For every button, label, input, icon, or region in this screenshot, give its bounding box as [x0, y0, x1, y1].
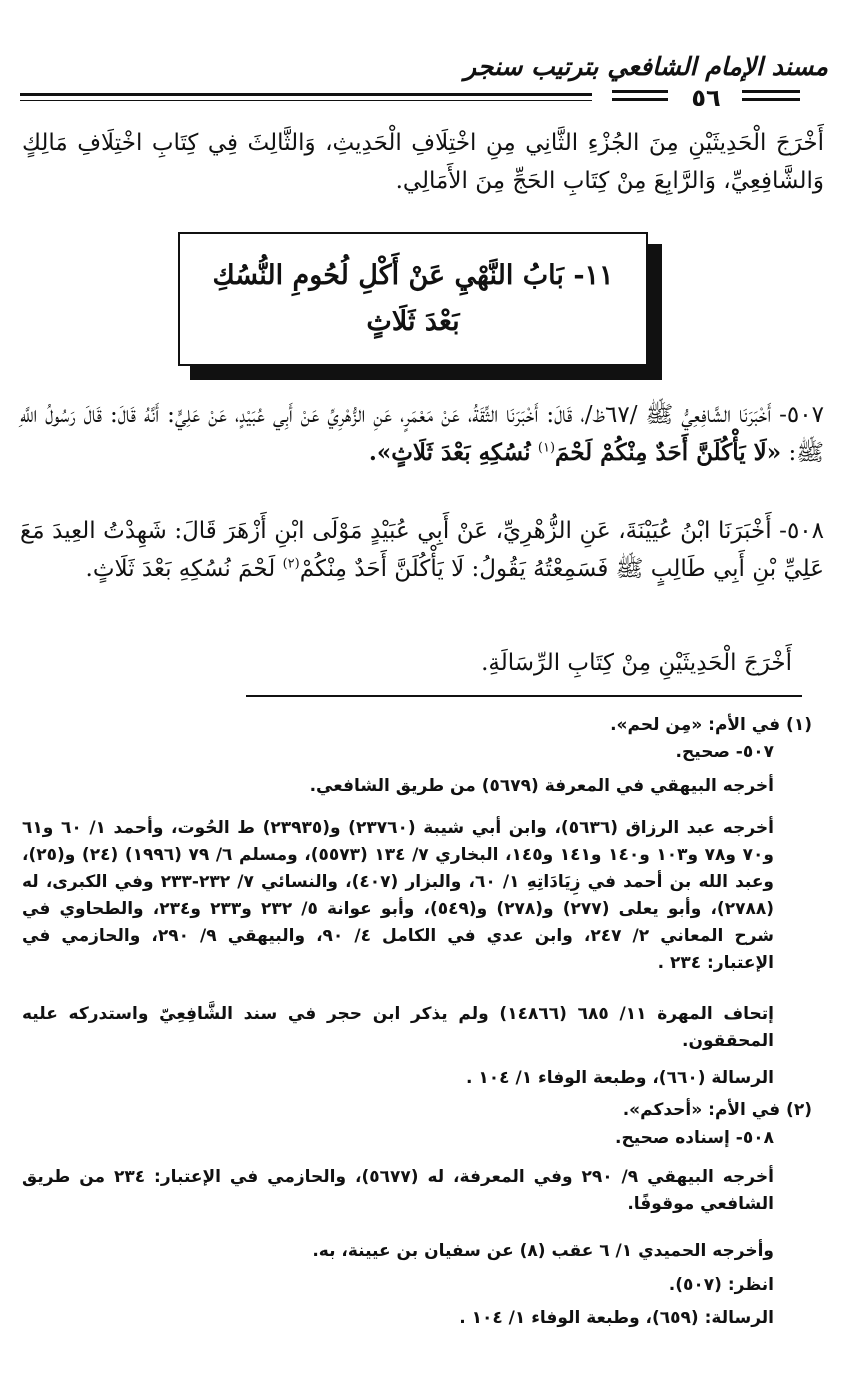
footnote-508-source: أخرجه البيهقي ٩/ ٢٩٠ وفي المعرفة، له (٥٦٧٧)، والحازمي في الإعتبار: ٢٣٤ من طريق الشافعي موقوفًا. [22, 1167, 774, 1214]
hadith-507-quote: «لَا يَأْكُلَنَّ أَحَدٌ مِنْكُمْ لَحْمَ [555, 439, 782, 466]
closing-paragraph: أَخْرَجَ الْحَدِيثَيْنِ مِنْ كِتَابِ الرِّسَالَةِ. [481, 650, 792, 676]
footnote-508-grade: ٥٠٨- إسناده صحيح. [615, 1128, 774, 1148]
chapter-heading-box [178, 232, 648, 366]
footnote-2: (٢) في الأم: «أحدكم». [622, 1100, 812, 1120]
hadith-507-chain: ٥٠٧- أَخْبَرَنَا الشَّافِعِيُّ ﷺ /٦٧ظ/، قَالَ: أَخْبَرَنَا الثِّقَةُ، عَنْ مَعْمَرٍ، عَنِ الزُّهْرِيِّ عَنْ أَبِي عُبَيْدٍ، عَنْ عَلِيٍّ: أَنَّهُ قَالَ: قَالَ رَسُولُ اللَّهِ ﷺ: [20, 402, 824, 466]
header-rule [20, 93, 592, 96]
footnote-508-risala: الرسالة: (٦٥٩)، وطبعة الوفاء ١/ ١٠٤ . [459, 1308, 774, 1328]
hadith-508-text: ٥٠٨- أَخْبَرَنَا ابْنُ عُيَيْنَةَ، عَنِ الزُّهْرِيِّ، عَنْ أَبِي عُبَيْدٍ مَوْلَى ابْنِ أَزْهَرَ قَالَ: شَهِدْتُ العِيدَ مَعَ عَلِيِّ بْنِ أَبِي طَالِبٍ ﷺ فَسَمِعْتُهُ يَقُولُ: لَا يَأْكُلَنَّ أَحَدٌ مِنْكُمْ [20, 518, 824, 582]
footnote-507-grade: ٥٠٧- صحيح. [675, 742, 774, 762]
footnote-507-ithaf: إتحاف المهرة ١١/ ٦٨٥ (١٤٨٦٦) ولم يذكر ابن حجر في سند الشَّافِعِيّ واستدركه عليه المحققون. [22, 1004, 774, 1051]
footnote-507-source: أخرجه البيهقي في المعرفة (٥٦٧٩) من طريق الشافعي. [309, 776, 774, 796]
page-number: ٥٦ [691, 84, 721, 112]
page-number-bar [612, 90, 668, 93]
footnote-separator [246, 695, 802, 697]
header-rule-thin [20, 100, 592, 101]
hadith-508-text-end: لَحْمَ نُسُكِهِ بَعْدَ ثَلَاثٍ. [85, 556, 276, 582]
footnote-ref-2: (٢) [282, 556, 300, 572]
chapter-title-line2: بَعْدَ ثَلَاثٍ [366, 306, 460, 337]
footnote-507-risala: الرسالة (٦٦٠)، وطبعة الوفاء ١/ ١٠٤ . [466, 1068, 774, 1088]
footnote-ref-1: (١) [537, 440, 556, 456]
hadith-508 [20, 512, 824, 588]
chapter-title-line1: ١١- بَابُ النَّهْيِ عَنْ أَكْلِ لُحُومِ النُّسُكِ [212, 260, 614, 291]
chapter-title [198, 253, 628, 345]
intro-paragraph: أَخْرَجَ الْحَدِيثَيْنِ مِنَ الجُزْءِ الثَّانِي مِنِ اخْتِلَافِ الْحَدِيثِ، وَالثَّالِثَ فِي كِتَابِ اخْتِلَافِ مَالِكٍ وَالشَّافِعِيِّ، وَالرَّابِعَ مِنْ كِتَابِ الحَجِّ مِنَ الأَمَالِي. [22, 130, 824, 194]
page-number-bar [612, 98, 668, 101]
hadith-507 [20, 396, 824, 472]
page-number-bar [742, 90, 800, 93]
footnote-508-see: انظر: (٥٠٧). [668, 1275, 774, 1295]
footnote-508-humaydi: وأخرجه الحميدي ١/ ٦ عقب (٨) عن سفيان بن عيينة، به. [312, 1241, 774, 1261]
hadith-507-quote-end: نُسُكِهِ بَعْدَ ثَلَاثٍ». [368, 439, 531, 466]
footnote-507-takhrij: أخرجه عبد الرزاق (٥٦٣٦)، وابن أبي شيبة (٢٣٧٦٠) و(٢٣٩٣٥) ط الحُوت، وأحمد ١/ ٦٠ و٦١ و٧٠ و٧٨ و١٠٣ و١٤٠ و١٤١ و١٤٥، البخاري ٧/ ١٣٤ (٥٥٧٣)، ومسلم ٦/ ٧٩ (١٩٩٦) (٢٤) و(٢٥)، وعبد الله بن أحمد في زِيَادَاتِهِ ١/ ٦٠، والبزار (٤٠٧)، والنسائي ٧/ ٢٣٢-٢٣٣ وفي الكبرى، له (٢٧٨٨)، وأبو يعلى (٢٧٧) و(٢٧٨) و(٥٤٩)، وأبو عوانة ٥/ ٢٣٢ و٢٣٣ و٢٣٤، والطحاوي في شرح المعاني ٢/ ٢٤٧، وابن عدي في الكامل ٤/ ٩٠، والبيهقي ٩/ ٢٩٠، والحازمي في الإعتبار: ٢٣٤ . [22, 818, 775, 973]
running-header-title: مسند الإمام الشافعي بترتيب سنجر [464, 52, 828, 81]
page-number-bar [742, 98, 800, 101]
footnote-1: (١) في الأم: «مِن لحم». [610, 715, 812, 735]
